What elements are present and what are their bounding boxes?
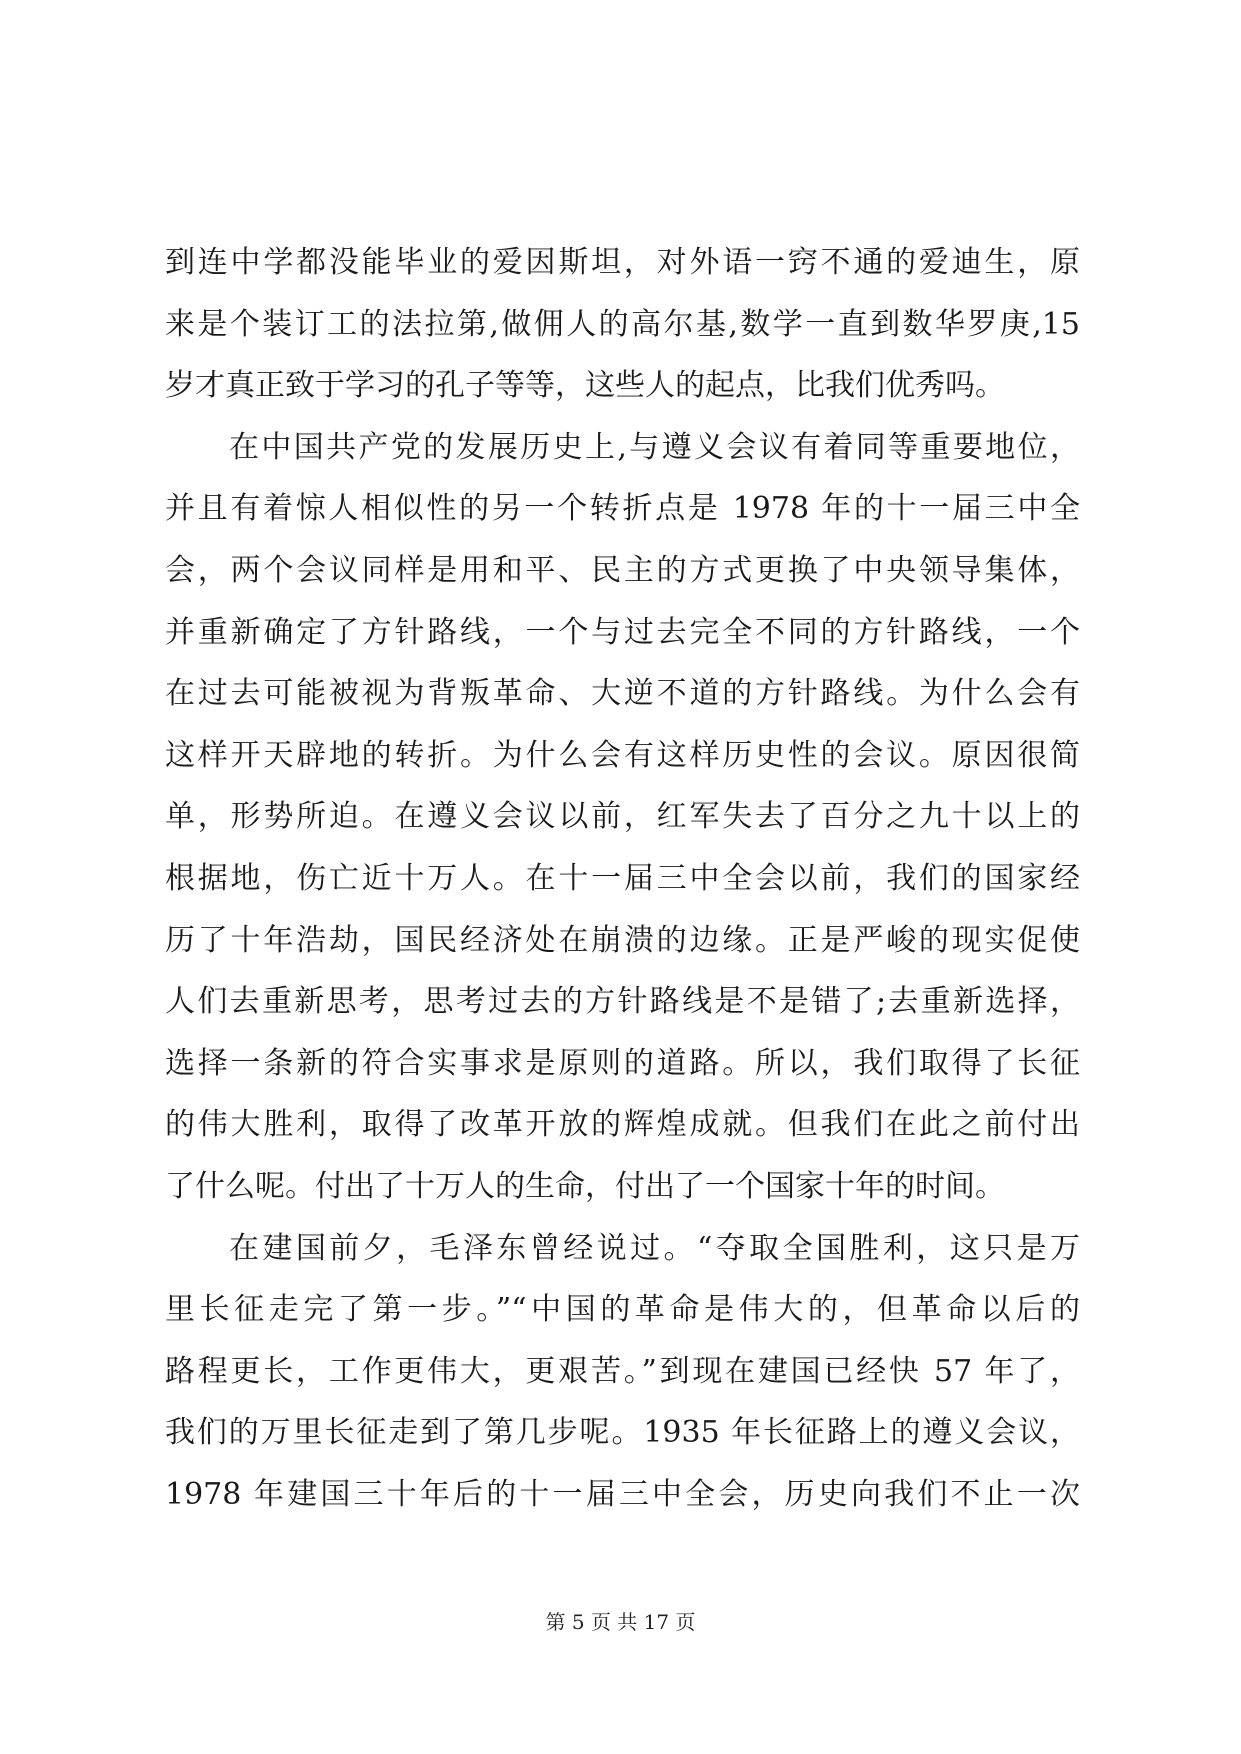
- text-line: 选择一条新的符合实事求是原则的道路。所以，我们取得了长征: [165, 1045, 1080, 1081]
- page-footer: [0, 1608, 1241, 1636]
- text-line: 根据地，伤亡近十万人。在十一届三中全会以前，我们的国家经: [165, 860, 1080, 896]
- text-line: 在过去可能被视为背叛革命、大逆不道的方针路线。为什么会有: [165, 676, 1080, 712]
- text-line: 在中国共产党的发展历史上,与遵义会议有着同等重要地位，: [229, 429, 1080, 465]
- text-line: 了什么呢。付出了十万人的生命，付出了一个国家十年的时间。: [165, 1168, 1005, 1204]
- text-line: 人们去重新思考，思考过去的方针路线是不是错了;去重新选择，: [165, 984, 1080, 1020]
- text-line: 里长征走完了第一步。”“中国的革命是伟大的，但革命以后的: [165, 1292, 1080, 1328]
- text-line: 历了十年浩劫，国民经济处在崩溃的边缘。正是严峻的现实促使: [165, 922, 1080, 958]
- text-line: 在建国前夕，毛泽东曾经说过。“夺取全国胜利，这只是万: [229, 1230, 1080, 1266]
- text-line: 这样开天辟地的转折。为什么会有这样历史性的会议。原因很简: [165, 737, 1080, 773]
- text-line: 路程更长，工作更伟大，更艰苦。”到现在建国已经快 57 年了，: [165, 1353, 1080, 1389]
- text-line: 来是个装订工的法拉第,做佣人的高尔基,数学一直到数华罗庚,15: [165, 306, 1080, 342]
- text-line: 的伟大胜利，取得了改革开放的辉煌成就。但我们在此之前付出: [165, 1107, 1080, 1143]
- text-line: 并重新确定了方针路线，一个与过去完全不同的方针路线，一个: [165, 614, 1080, 650]
- text-line: 并且有着惊人相似性的另一个转折点是 1978 年的十一届三中全: [165, 491, 1080, 527]
- page-number-label: 第 5 页 共 17 页: [545, 1610, 696, 1634]
- text-line: 到连中学都没能毕业的爱因斯坦，对外语一窍不通的爱迪生，原: [165, 245, 1080, 280]
- text-line: 我们的万里长征走到了第几步呢。1935 年长征路上的遵义会议，: [165, 1415, 1080, 1451]
- document-body: [165, 232, 1080, 1525]
- text-line: 1978 年建国三十年后的十一届三中全会，历史向我们不止一次: [165, 1476, 1080, 1512]
- text-line: 单，形势所迫。在遵义会议以前，红军失去了百分之九十以上的: [165, 799, 1080, 835]
- text-line: 会，两个会议同样是用和平、民主的方式更换了中央领导集体，: [165, 552, 1080, 588]
- text-line: 岁才真正致于学习的孔子等等，这些人的起点，比我们优秀吗。: [165, 368, 1005, 404]
